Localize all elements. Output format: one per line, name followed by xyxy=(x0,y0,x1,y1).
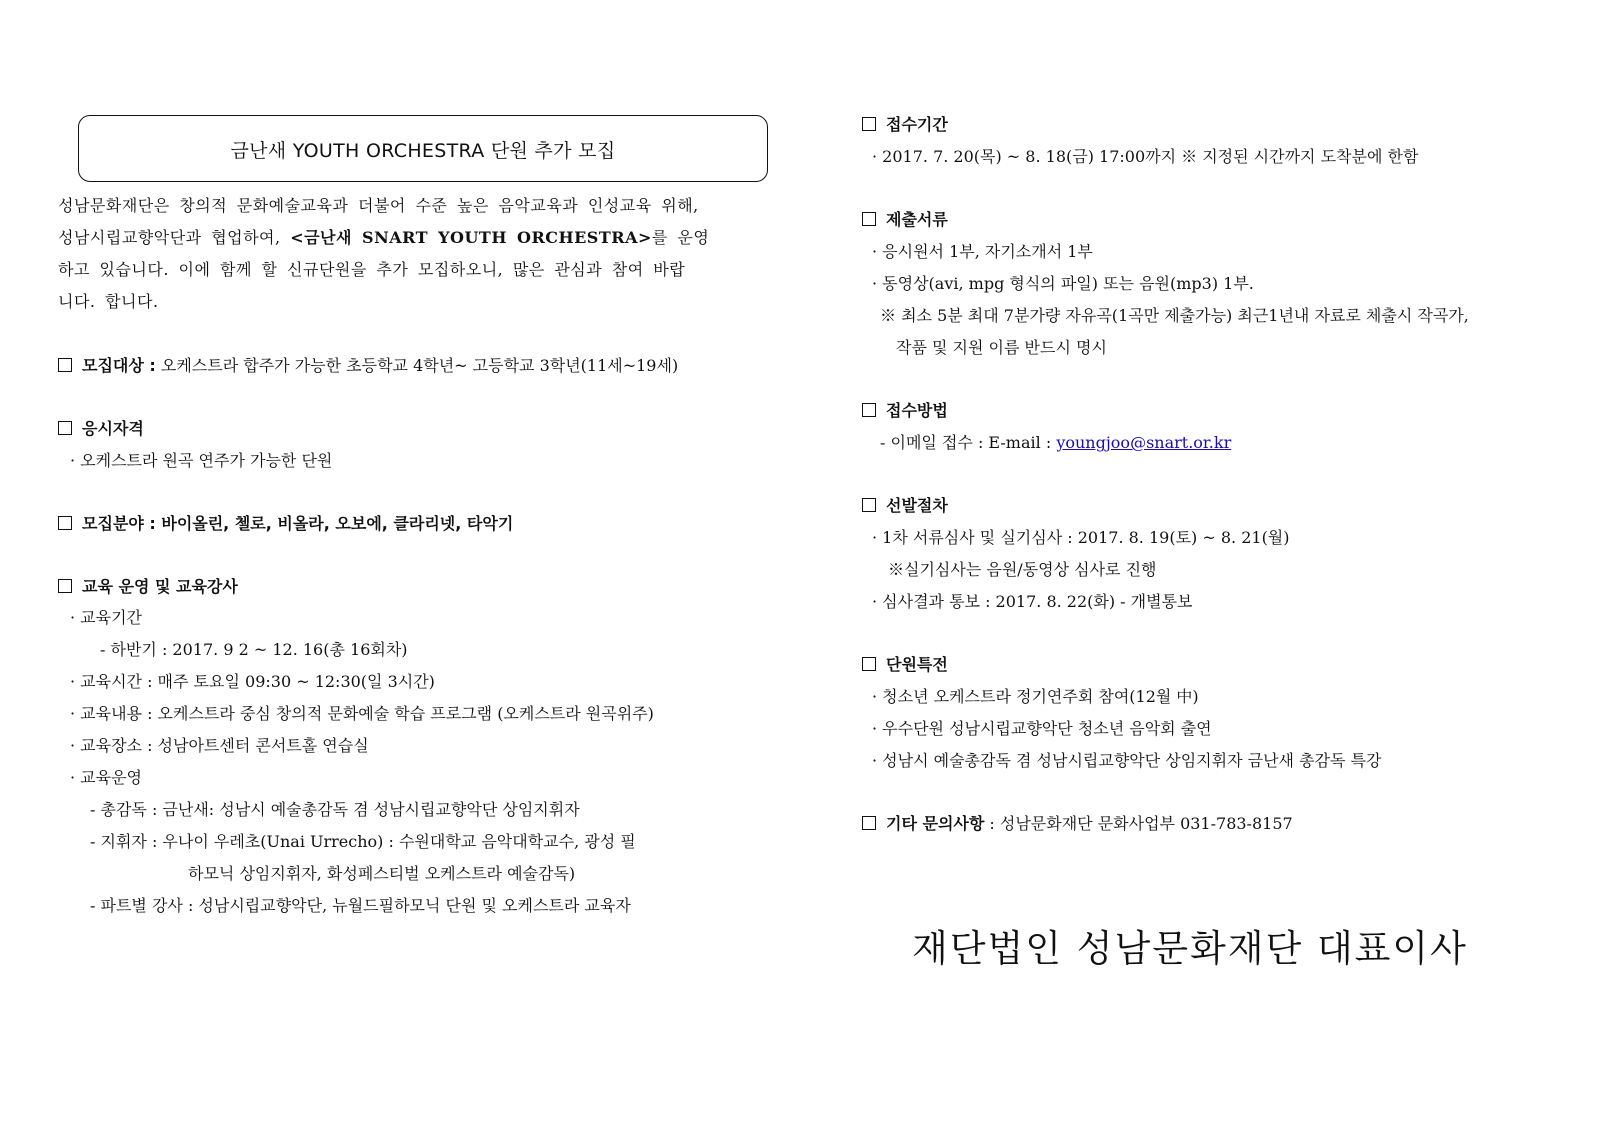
period-heading-row xyxy=(862,114,948,136)
period-heading: 접수기간 xyxy=(886,115,948,134)
checkbox-icon xyxy=(862,657,876,671)
email-link[interactable]: youngjoo@snart.or.kr xyxy=(1056,433,1232,452)
education-line: - 총감독 : 금난새: 성남시 예술총감독 겸 성남시립교향악단 상임지휘자 xyxy=(90,800,580,819)
benefits-heading-row xyxy=(862,654,948,676)
intro-line-2-post: 를 운영 xyxy=(651,228,710,247)
method-heading-row xyxy=(862,400,948,422)
page-title: 금난새 YOUTH ORCHESTRA 단원 추가 모집 xyxy=(230,140,616,162)
benefits-line: · 우수단원 성남시립교향악단 청소년 음악회 출연 xyxy=(872,719,1212,738)
qualification-heading: 응시자격 xyxy=(82,419,144,438)
documents-line: ※ 최소 5분 최대 7분가량 자유곡(1곡만 제출가능) 최근1년내 자료로 체출시 작곡가, xyxy=(880,306,1469,325)
checkbox-icon xyxy=(58,579,72,593)
contact-section xyxy=(862,813,1293,835)
intro-line-1: 성남문화재단은 창의적 문화예술교육과 더불어 수준 높은 음악교육과 인성교육 위해, xyxy=(58,196,699,215)
checkbox-icon xyxy=(862,498,876,512)
checkbox-icon xyxy=(58,358,72,372)
education-line: · 교육장소 : 성남아트센터 콘서트홀 연습실 xyxy=(70,736,369,755)
checkbox-icon xyxy=(58,516,72,530)
target-text: 오케스트라 합주가 가능한 초등학교 4학년~ 고등학교 3학년(11세~19세) xyxy=(160,356,679,375)
documents-heading: 제출서류 xyxy=(886,210,948,229)
checkbox-icon xyxy=(862,117,876,131)
documents-line: · 동영상(avi, mpg 형식의 파일) 또는 음원(mp3) 1부. xyxy=(872,274,1254,293)
intro-line-2-pre: 성남시립교향악단과 협업하여, xyxy=(58,228,291,247)
benefits-line: · 청소년 오케스트라 정기연주회 참여(12월 中) xyxy=(872,687,1199,706)
checkbox-icon xyxy=(862,816,876,830)
qualification-heading-row xyxy=(58,418,144,440)
selection-heading-row xyxy=(862,495,948,517)
signature: 재단법인 성남문화재단 대표이사 xyxy=(912,927,1468,970)
education-line: 하모닉 상임지휘자, 화성페스티벌 오케스트라 예술감독) xyxy=(188,864,576,883)
method-heading: 접수방법 xyxy=(886,401,948,420)
qualification-item: · 오케스트라 원곡 연주가 가능한 단원 xyxy=(70,451,333,470)
selection-heading: 선발절차 xyxy=(886,496,948,515)
contact-heading: 기타 문의사항 xyxy=(886,814,985,833)
selection-line: · 1차 서류심사 및 실기심사 : 2017. 8. 19(토) ~ 8. 21(월) xyxy=(872,528,1290,547)
education-line: · 교육시간 : 매주 토요일 09:30 ~ 12:30(일 3시간) xyxy=(70,672,435,691)
checkbox-icon xyxy=(862,403,876,417)
method-prefix: - 이메일 접수 : E-mail : xyxy=(880,433,1057,452)
target-section xyxy=(58,355,678,377)
contact-text: : 성남문화재단 문화사업부 031-783-8157 xyxy=(989,814,1293,833)
education-heading: 교육 운영 및 교육강사 xyxy=(82,577,238,596)
intro-line-4: 니다. 합니다. xyxy=(58,292,159,311)
documents-line: · 응시원서 1부, 자기소개서 1부 xyxy=(872,242,1093,261)
period-text: · 2017. 7. 20(목) ~ 8. 18(금) 17:00까지 ※ 지정된 시간까지 도착분에 한함 xyxy=(872,147,1419,166)
education-line: - 하반기 : 2017. 9 2 ~ 12. 16(총 16회차) xyxy=(100,640,408,659)
benefits-line: · 성남시 예술총감독 겸 성남시립교향악단 상임지휘자 금난새 총감독 특강 xyxy=(872,751,1382,770)
intro-orchestra-name: <금난새 SNART YOUTH ORCHESTRA> xyxy=(290,228,652,247)
fields-heading: 모집분야 : 바이올린, 첼로, 비올라, 오보에, 클라리넷, 타악기 xyxy=(82,514,514,533)
education-line: · 교육내용 : 오케스트라 중심 창의적 문화예술 학습 프로그램 (오케스트라 원곡위주) xyxy=(70,704,654,723)
selection-line: · 심사결과 통보 : 2017. 8. 22(화) - 개별통보 xyxy=(872,592,1193,611)
education-line: - 지휘자 : 우나이 우레초(Unai Urrecho) : 수원대학교 음악대학교수, 광성 필 xyxy=(90,832,636,851)
checkbox-icon xyxy=(862,212,876,226)
fields-section xyxy=(58,513,513,535)
benefits-heading: 단원특전 xyxy=(886,655,948,674)
education-line: · 교육운영 xyxy=(70,768,142,787)
target-heading: 모집대상 : xyxy=(82,356,156,375)
education-heading-row xyxy=(58,576,238,598)
intro-line-2 xyxy=(58,227,709,249)
title-box xyxy=(78,115,768,182)
selection-line: ※실기심사는 음원/동영상 심사로 진행 xyxy=(888,560,1157,579)
method-line xyxy=(880,432,1231,454)
documents-heading-row xyxy=(862,209,948,231)
documents-line: 작품 및 지원 이름 반드시 명시 xyxy=(896,338,1107,357)
education-line: · 교육기간 xyxy=(70,608,142,627)
education-line: - 파트별 강사 : 성남시립교향악단, 뉴월드필하모닉 단원 및 오케스트라 교육자 xyxy=(90,896,631,915)
checkbox-icon xyxy=(58,421,72,435)
intro-line-3: 하고 있습니다. 이에 함께 할 신규단원을 추가 모집하오니, 많은 관심과 참여 바랍 xyxy=(58,260,686,279)
